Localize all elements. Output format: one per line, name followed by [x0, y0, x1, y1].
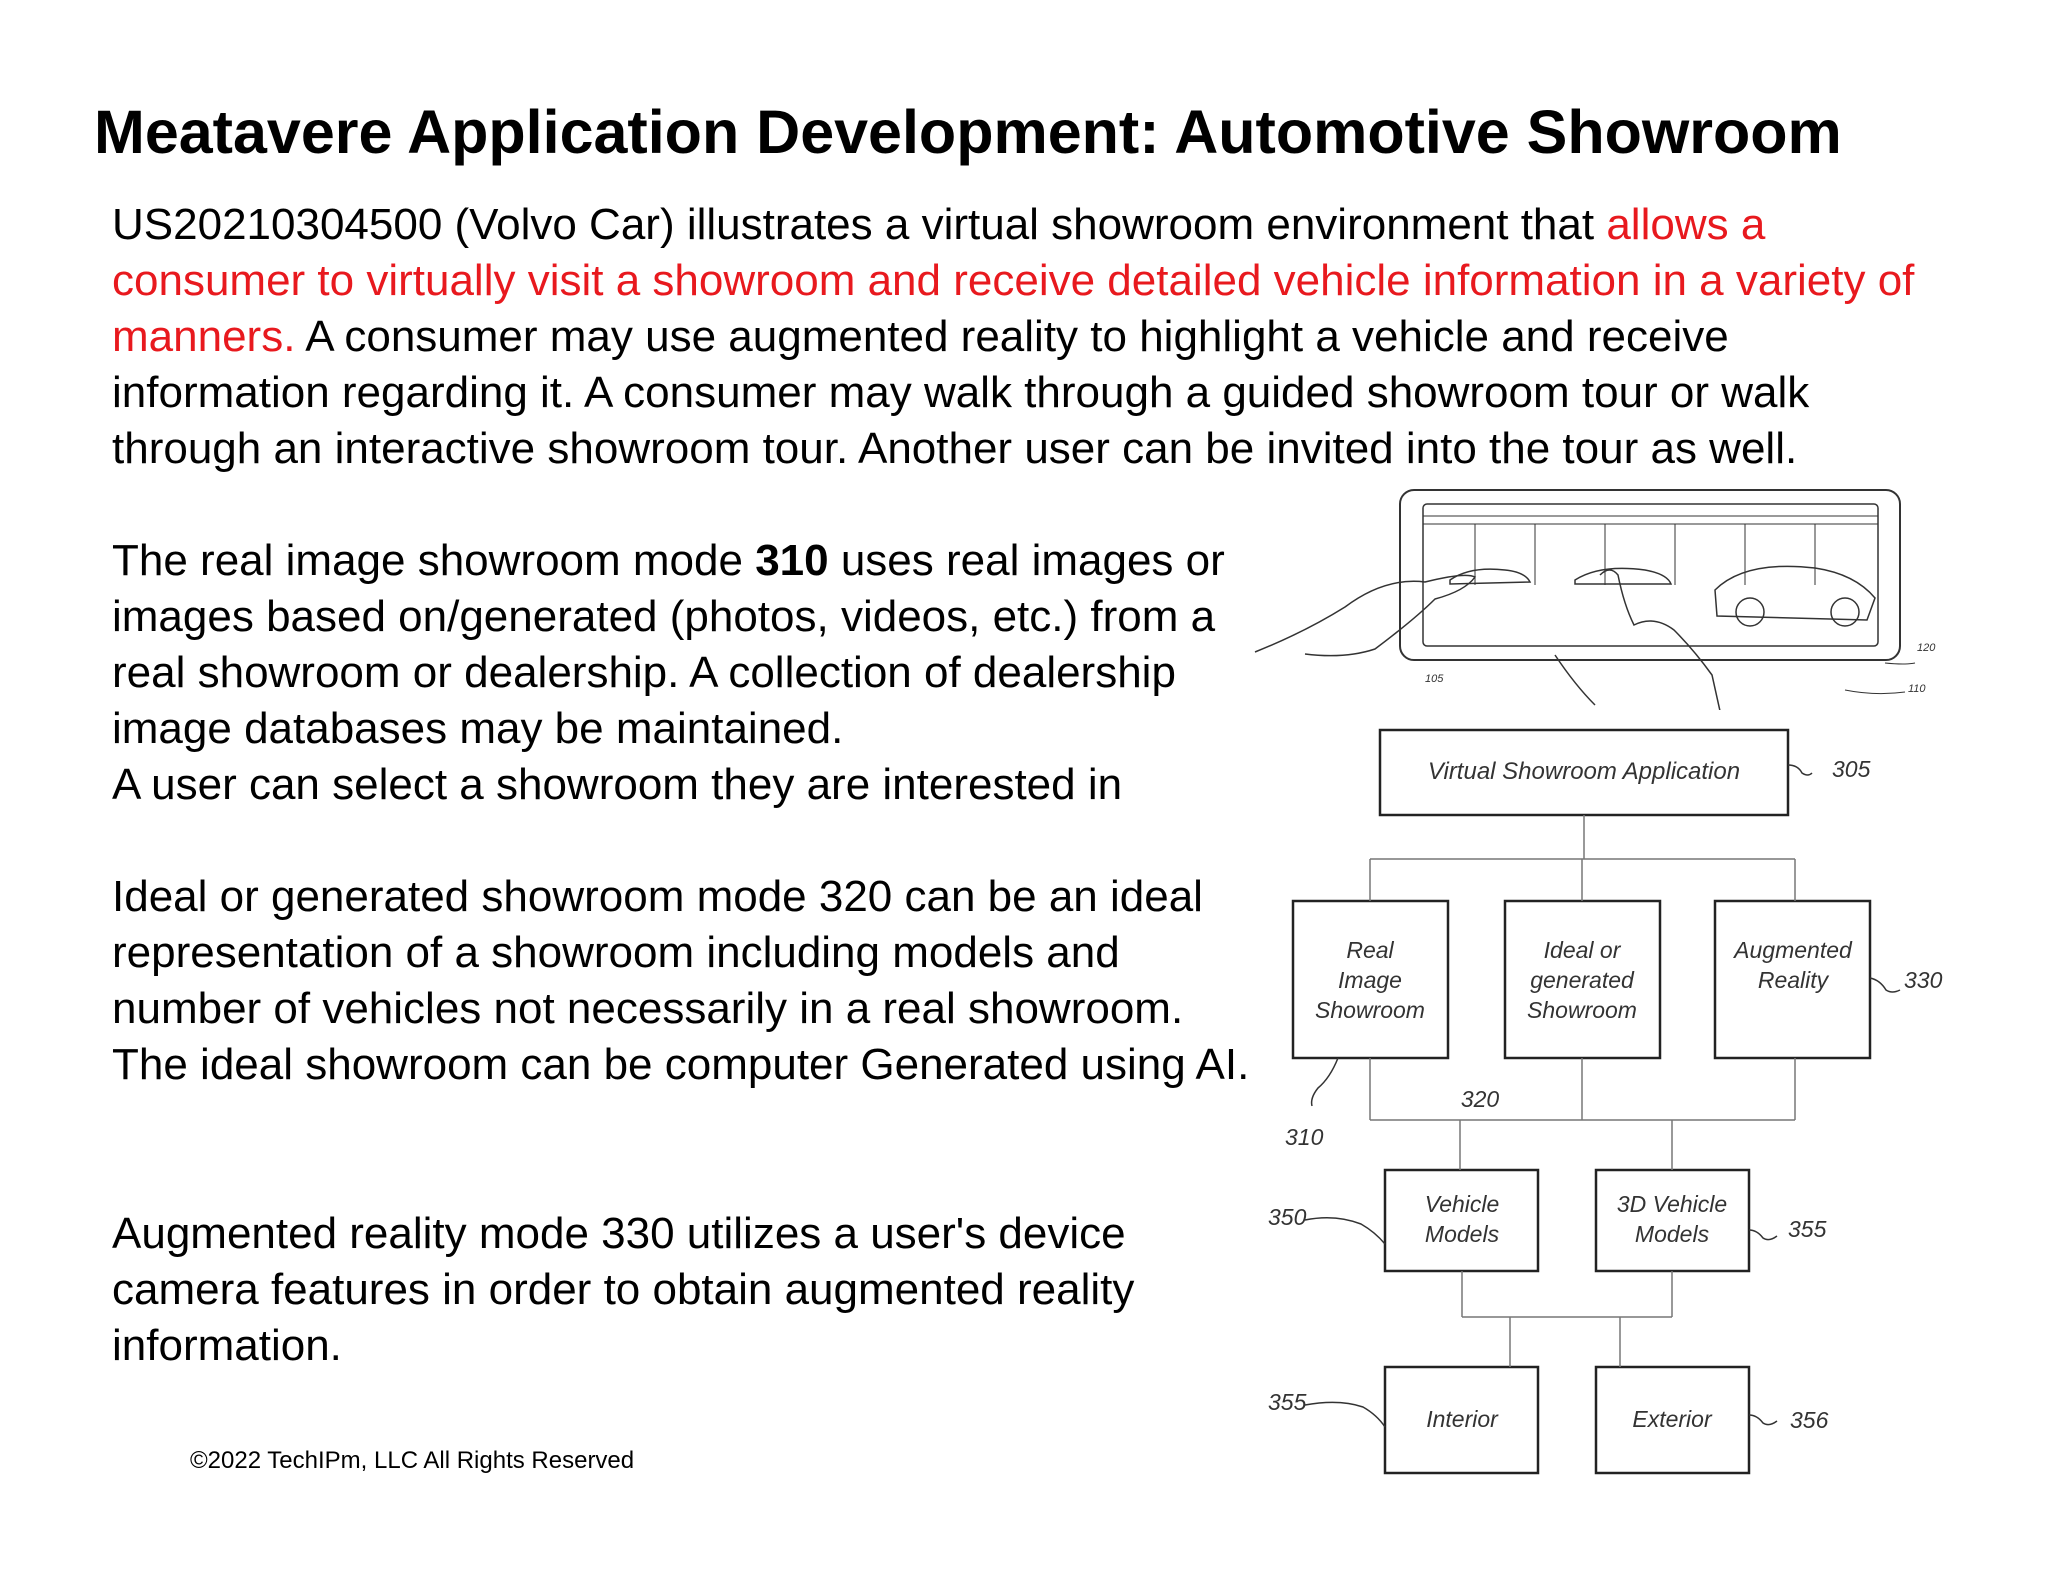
real-mode-before: The real image showroom mode — [112, 536, 756, 585]
ref-310: 310 — [1285, 1124, 1324, 1150]
real-box-line-2: Image — [1338, 967, 1402, 993]
ref-355-upper: 355 — [1788, 1216, 1827, 1242]
real-mode-after: uses real images or images based on/generated (photos, videos, etc.) from a real showroom or dealership. A collection of dealership image databases may be maintained. — [112, 536, 1225, 753]
intro-paragraph — [112, 197, 1942, 477]
left-hand-sketch — [1255, 575, 1475, 655]
vehicle3d-box-line-1: 3D Vehicle — [1616, 1191, 1728, 1217]
car-sketch-2 — [1575, 568, 1671, 584]
right-hand-sketch — [1600, 570, 1722, 710]
ideal-box-line-2: generated — [1530, 967, 1634, 993]
ref-305: 305 — [1832, 756, 1871, 782]
interior-box-label: Interior — [1426, 1406, 1498, 1432]
vehicle3d-box-line-2: Models — [1634, 1221, 1710, 1247]
showroom-block-diagram — [1240, 715, 2000, 1495]
ar-box-line-1: Augmented — [1734, 937, 1852, 963]
intro-rest: A consumer may use augmented reality to highlight a vehicle and receive information regarding it. A consumer may walk through a guided showroom tour or walk through an interactive showroom tour. Another user can be invited into the tour as well. — [112, 312, 1810, 473]
vehicle-box-line-1: Vehicle — [1424, 1191, 1500, 1217]
ideal-mode-paragraph: Ideal or generated showroom mode 320 can be an ideal representation of a showroom including models and number of vehicles not necessarily in a real showroom. The ideal showroom can be computer Generated using AI. — [112, 872, 1250, 1089]
ref-330: 330 — [1904, 967, 1943, 993]
tablet-screen — [1423, 504, 1878, 646]
ref-356: 356 — [1790, 1407, 1829, 1433]
ref-355-lower: 355 — [1268, 1389, 1307, 1415]
real-mode-select-line: A user can select a showroom they are interested in — [112, 760, 1123, 809]
real-box-line-3: Showroom — [1315, 997, 1425, 1023]
exterior-box-label: Exterior — [1632, 1406, 1712, 1432]
intro-highlight: allows a consumer to virtually visit a showroom and receive detailed vehicle information in a variety of manners. — [112, 200, 1915, 361]
real-box-line-1: Real — [1346, 937, 1394, 963]
ideal-box-line-3: Showroom — [1527, 997, 1637, 1023]
real-mode-paragraph — [112, 533, 1252, 813]
vehicle-box-line-2: Models — [1424, 1221, 1500, 1247]
copyright-notice: ©2022 TechIPm, LLC All Rights Reserved — [190, 1447, 635, 1474]
ref-350: 350 — [1268, 1204, 1307, 1230]
ar-box-line-2: Reality — [1757, 967, 1829, 993]
ref-320: 320 — [1460, 1086, 1500, 1112]
app-box-label: Virtual Showroom Application — [1427, 758, 1741, 785]
car-sketch-1 — [1450, 569, 1530, 584]
ideal-box-line-1: Ideal or — [1543, 937, 1621, 963]
real-mode-number: 310 — [755, 536, 829, 585]
tablet-showroom-figure — [1245, 480, 1995, 710]
page-title: Meatavere Application Development: Automotive Showroom — [94, 98, 1842, 166]
tablet-ref-105: 105 — [1425, 673, 1444, 685]
car-sketch-3 — [1715, 566, 1875, 620]
tablet-ref-110: 110 — [1908, 683, 1926, 695]
ar-mode-paragraph: Augmented reality mode 330 utilizes a user's device camera features in order to obtain augmented reality information. — [112, 1209, 1135, 1370]
tablet-ref-120: 120 — [1917, 642, 1936, 654]
intro-lead: US20210304500 (Volvo Car) illustrates a virtual showroom environment that — [112, 200, 1607, 249]
